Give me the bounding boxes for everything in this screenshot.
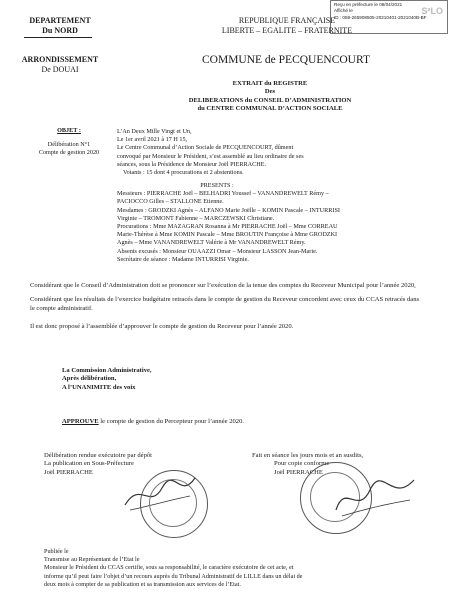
signature-right-line: Fait en séance les jours mois et an susdits, [252,452,364,459]
department-line: DEPARTEMENT [29,16,91,25]
republic-block [212,16,362,35]
approval-line [62,418,402,426]
signature-left-line: Délibération rendue exécutoire par dépôt [44,452,153,459]
department-line: Du NORD [42,25,78,35]
presents-line: Marie-Thérèse à Mme KOMIN Pascale – Mme BROUTIN Françoise à Mme GRODZKI [117,231,338,239]
considering-paragraph: Considérant que les résultats de l’exercice budgétaire retracés dans le compte de gestion du Receveur concordent avec ceux du CCAS retracés dans le compte administratif. [30,296,420,312]
stamp-watermark: S²LO [421,6,443,16]
presents-line: Agnès – Mme VANANDREWELT Valérie à Mr VANANDREWELT Rémy. [117,239,306,247]
commune-title: COMMUNE de PECQUENCOURT [202,54,370,66]
department-block [20,16,100,35]
arrondissement-block [12,55,108,74]
register-title [140,80,400,114]
header-divider [24,37,92,38]
presents-line: PACIOCCO Gilles – STALLONE Etienne. [117,198,224,206]
objet-block [30,127,108,158]
presents-heading: PRESENTS : [200,182,234,189]
republic-motto: LIBERTE – EGALITE – FRATERNITE [221,25,353,35]
decision-block [62,367,262,392]
presents-line: Messieurs : PIERRACHE Joël – BELHADRI Youssef – VANANDREWELT Rémy – [117,190,329,198]
deliberation-number: Délibération N°1 [47,141,91,149]
signature-right-line: Pour copie conforme [274,460,330,468]
approve-keyword: APPROUVE [62,418,99,425]
arrondissement-line: De DOUAI [41,64,79,74]
title-line: DELIBERATIONS du CONSEIL D’ADMINISTRATION [188,96,352,104]
stamp-line: Reçu en préfecture le 06/04/2021 [334,2,403,7]
session-line: convoqué par Monsieur le Président, s’est assemblé au lieu ordinaire de ses [117,152,304,160]
body-block [30,282,420,332]
presents-block [117,182,427,264]
handwritten-signature-right [330,470,420,525]
footer-line: Publiée le [44,548,69,555]
signature-left-line: La publication en Sous-Préfecture [44,460,134,468]
official-seal-left [140,470,208,538]
republic-line: REPUBLIQUE FRANÇAISE [238,16,336,25]
considering-paragraph: Considérant que le Conseil d’Administration doit se prononcer sur l’exécution de la tenue des comptes du Receveur Municipal pour l’année 2020, [30,282,416,289]
footer-line: Monsieur le Président du CCAS certifie, sous sa responsabilité, le caractère exécutoire de cet acte, et [44,564,294,572]
signature-right-name: Joël PIERRACHE [274,468,323,476]
session-line: Le Centre Communal d’Action Sociale de PECQUENCOURT, dûment [117,144,294,152]
title-line: EXTRAIT du REGISTRE [232,80,308,87]
decision-line: Après délibération, [62,375,117,383]
stamp-line: ID : 059-265908505-20210401-2021040B-BF [334,14,427,20]
presents-line: Mesdames : GRODZKI Agnès – ALFANO Marie Joëlle – KOMIN Pascale – INTURRISI [117,206,340,214]
presents-line: Absents excusés : Monsieur OUAAZZI Omar – Monsieur LASSON Jean-Marie. [117,247,318,255]
footer-line: informe qu’il peut faire l’objet d’un recours auprès du Tribunal Administratif de LILLE dans un délai de [44,572,303,580]
arrondissement-line: ARRONDISSEMENT [21,55,99,64]
session-block [117,128,417,177]
session-line: séances, sous la Présidence de Monsieur Joël PIERRACHE. [117,160,266,168]
presents-line: Procurations : Mme MAZAGRAN Rosanna à Mr PIERRACHE Joël – Mme CORREAU [117,223,338,231]
presents-line: Virginie – TROMONT Fabienne – MARCZEWSKI Christiane. [117,214,275,222]
footer-line: Transmise au Représentant de l’Etat le [44,556,140,564]
deliberation-subject: Compte de gestion 2020 [38,149,100,157]
session-line: L’An Deux Mille Vingt et Un, [117,128,192,135]
proposal-paragraph: Il est donc proposé à l’assemblée d’approuver le compte de gestion du Receveur pour l’année 2020. [30,323,294,331]
title-line: Des [264,88,276,96]
decision-line: La Commission Administrative, [62,367,152,374]
footer-block [44,548,424,589]
footer-line: deux mois à compter de sa publication et sa transmission aux services de l’Etat. [44,580,241,588]
approve-text: le compte de gestion du Percepteur pour l’année 2020. [100,418,245,425]
stamp-line: Affiché le [334,8,353,14]
presents-line: Secrétaire de séance : Madame INTURRISI Virginie. [117,255,249,263]
signature-left-name: Joël PIERRACHE [44,468,93,476]
objet-label: OBJET : [57,127,81,134]
title-line: du CENTRE COMMUNAL D’ACTION SOCIALE [197,105,343,113]
decision-line: A l’UNANIMITE des voix [62,383,136,391]
session-line: Votants : 15 dont 4 procurations et 2 abstentions. [123,169,244,177]
session-line: Le 1er avril 2021 à 17 H 15, [117,136,188,144]
